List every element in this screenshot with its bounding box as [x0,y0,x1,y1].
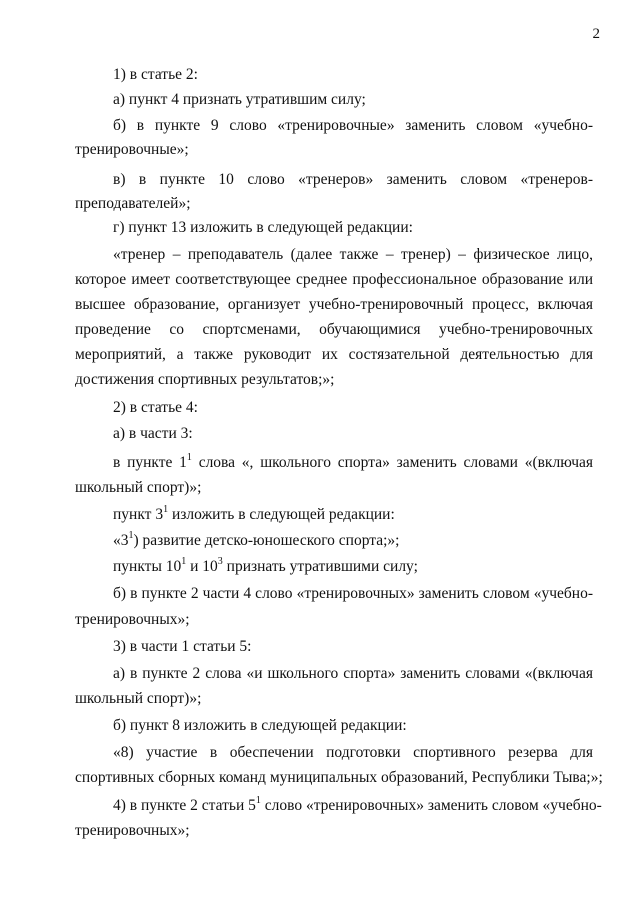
text-line: достижения спортивных результатов;»; [75,371,335,388]
text-line: в) в пункте 10 слово «тренеров» заменить словом «тренеров- [113,171,593,188]
text-line: 1) в статье 2: [113,66,198,83]
text-line: школьный спорт)»; [75,690,202,707]
text-line: тренировочных»; [75,611,190,628]
text-line: пункт $3^1$ изложить в следующей редакции: [113,503,395,523]
text-line: 2) в статье 4: [113,399,198,416]
text-line: проведение со спортсменами, обучающимися учебно-тренировочных [75,321,593,338]
text-line: б) в пункте 2 части 4 слово «тренировочных» заменить словом «учебно- [113,585,593,602]
text-line: г) пункт 13 изложить в следующей редакции: [113,219,413,236]
text-line: а) в части 3: [113,425,193,442]
text-line: б) пункт 8 изложить в следующей редакции: [113,717,407,734]
page-number: 2 [592,26,600,42]
text-line: школьный спорт)»; [75,479,202,496]
text-line: пункты $10^1$ и $10^3$ признать утратившими силу; [113,555,418,575]
text-line: которое имеет соответствующее среднее профессиональное образование или [75,271,593,288]
text-line: тренировочных»; [75,822,190,839]
text-line: мероприятий, а также руководит их состязательной деятельностью для [75,346,593,363]
text-line: б) в пункте 9 слово «тренировочные» заменить словом «учебно- [113,117,593,134]
text-line: «тренер – преподаватель (далее также – тренер) – физическое лицо, [113,246,593,263]
text-line: 4) в пункте 2 статьи $5^1$ слово «тренировочных» заменить словом «учебно- [113,794,602,814]
text-line: «8) участие в обеспечении подготовки спортивного резерва для [113,744,593,761]
text-line: тренировочные»; [75,141,189,158]
text-line: а) пункт 4 признать утратившим силу; [113,91,366,108]
text-line: в пункте $1^1$ слова «, школьного спорта» заменить словами «(включая [113,451,593,471]
text-line: 3) в части 1 статьи 5: [113,638,252,655]
text-line: высшее образование, организует учебно-тренировочный процесс, включая [75,296,593,313]
text-line: «$3^1$) развитие детско-юношеского спорта;»; [113,529,400,549]
text-line: спортивных сборных команд муниципальных образований, Республики Тыва;»; [75,769,603,786]
text-line: преподавателей»; [75,195,191,212]
text-line: а) в пункте 2 слова «и школьного спорта» заменить словами «(включая [113,665,593,682]
